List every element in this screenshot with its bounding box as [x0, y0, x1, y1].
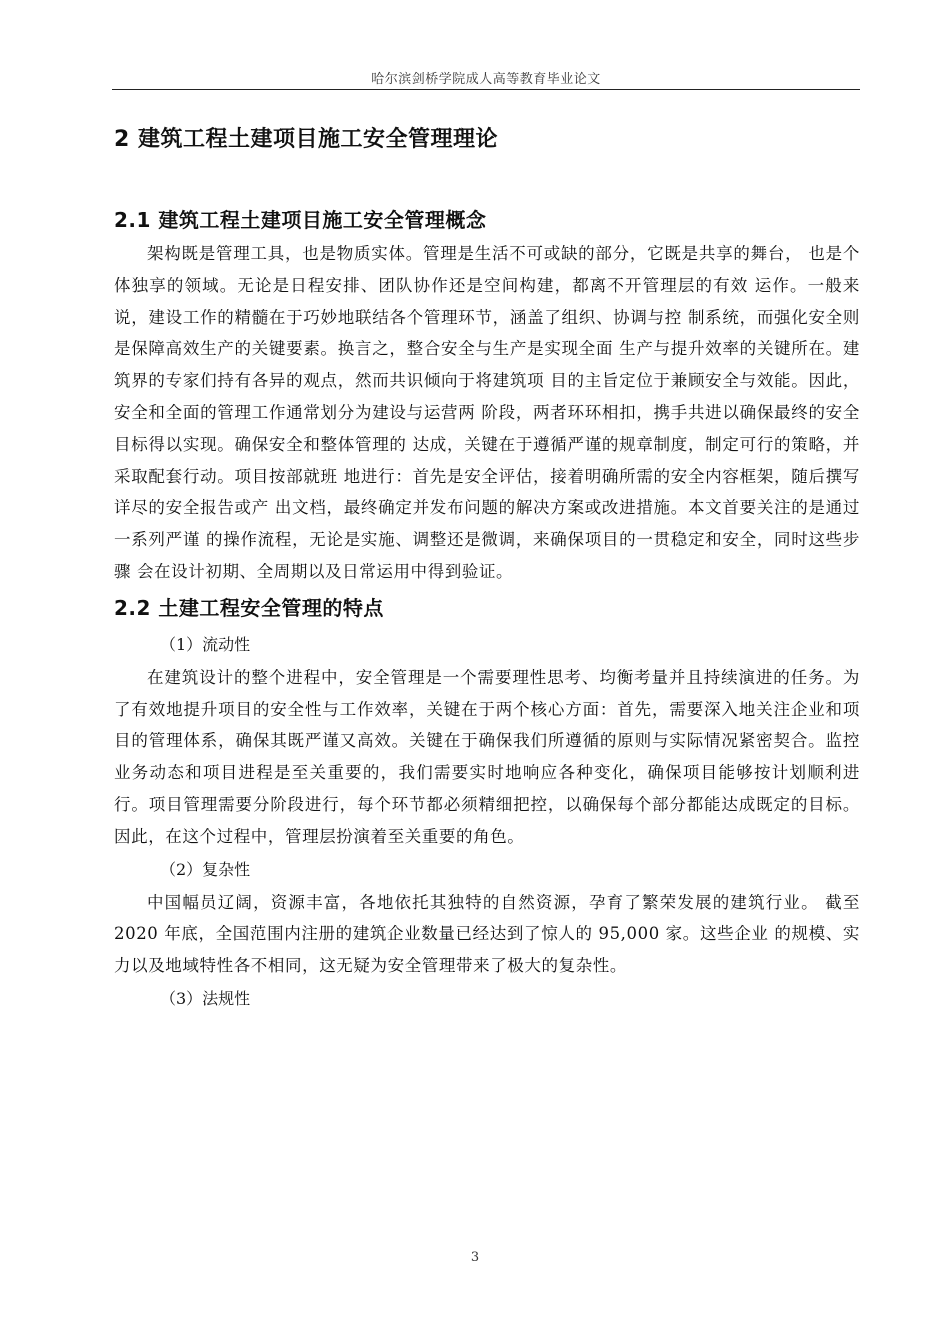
- document-body: [114, 122, 860, 1016]
- subheading-complexity: （2）复杂性: [160, 859, 251, 879]
- section-heading-2-2: 2.2 土建工程安全管理的特点: [114, 595, 384, 620]
- subheading-regulation: （3）法规性: [160, 988, 251, 1008]
- section-heading-2-1: 2.1 建筑工程土建项目施工安全管理概念: [114, 208, 487, 232]
- subheading-mobility: （1）流动性: [160, 634, 251, 654]
- mobility-paragraph: 在建筑设计的整个进程中，安全管理是一个需要理性思考、均衡考量并且持续演进的任务。为了有效地提升项目的安全性与工作效率，关键在于两个核心方面：首先，需要深入地关注企业和项目的管理体系，确保其既严谨又高效。关键在于确保我们所遵循的原则与实际情况紧密契合。监控业务动态和项目进程是至关重要的，我们需要实时地响应各种变化，确保项目能够按计划顺利进行。项目管理需要分阶段进行，每个环节都必须精细把控，以确保每个部分都能达成既定的目标。因此，在这个过程中，管理层扮演着至关重要的角色。: [114, 667, 860, 846]
- running-header: 哈尔滨剑桥学院成人高等教育毕业论文: [371, 72, 601, 87]
- header-divider: [112, 89, 860, 90]
- section-2-1-paragraph: 架构既是管理工具，也是物质实体。管理是生活不可或缺的部分，它既是共享的舞台， 也是个体独享的领域。无论是日程安排、团队协作还是空间构建，都离不开管理层的有效 运作。一般来说，建设工作的精髓在于巧妙地联结各个管理环节，涵盖了组织、协调与控 制系统，而强化安全则是保障高效生产的关键要素。换言之，整合安全与生产是实现全面 生产与提升效率的关键所在。建筑界的专家们持有各异的观点，然而共识倾向于将建筑项 目的主旨定位于兼顾安全与效能。因此，安全和全面的管理工作通常划分为建设与运营两 阶段，两者环环相扣，携手共进以确保最终的安全目标得以实现。确保安全和整体管理的 达成，关键在于遵循严谨的规章制度，制定可行的策略，并采取配套行动。项目按部就班 地进行：首先是安全评估，接着明确所需的安全内容框架，随后撰写详尽的安全报告或产 出文档，最终确定并发布问题的解决方案或改进措施。本文首要关注的是通过一系列严谨 的操作流程，无论是实施、调整还是微调，来确保项目的一贯稳定和安全，同时这些步骤 会在设计初期、全周期以及日常运用中得到验证。: [114, 244, 860, 581]
- spacer: [114, 158, 860, 202]
- chapter-heading: 2 建筑工程土建项目施工安全管理理论: [114, 127, 498, 152]
- page-number: 3: [470, 1250, 480, 1265]
- complexity-paragraph: 中国幅员辽阔，资源丰富，各地依托其独特的自然资源，孕育了繁荣发展的建筑行业。 截至 2020 年底，全国范围内注册的建筑企业数量已经达到了惊人的 95,000 家。这些企业 的规模、实力以及地域特性各不相同，这无疑为安全管理带来了极大的复杂性。: [114, 892, 860, 976]
